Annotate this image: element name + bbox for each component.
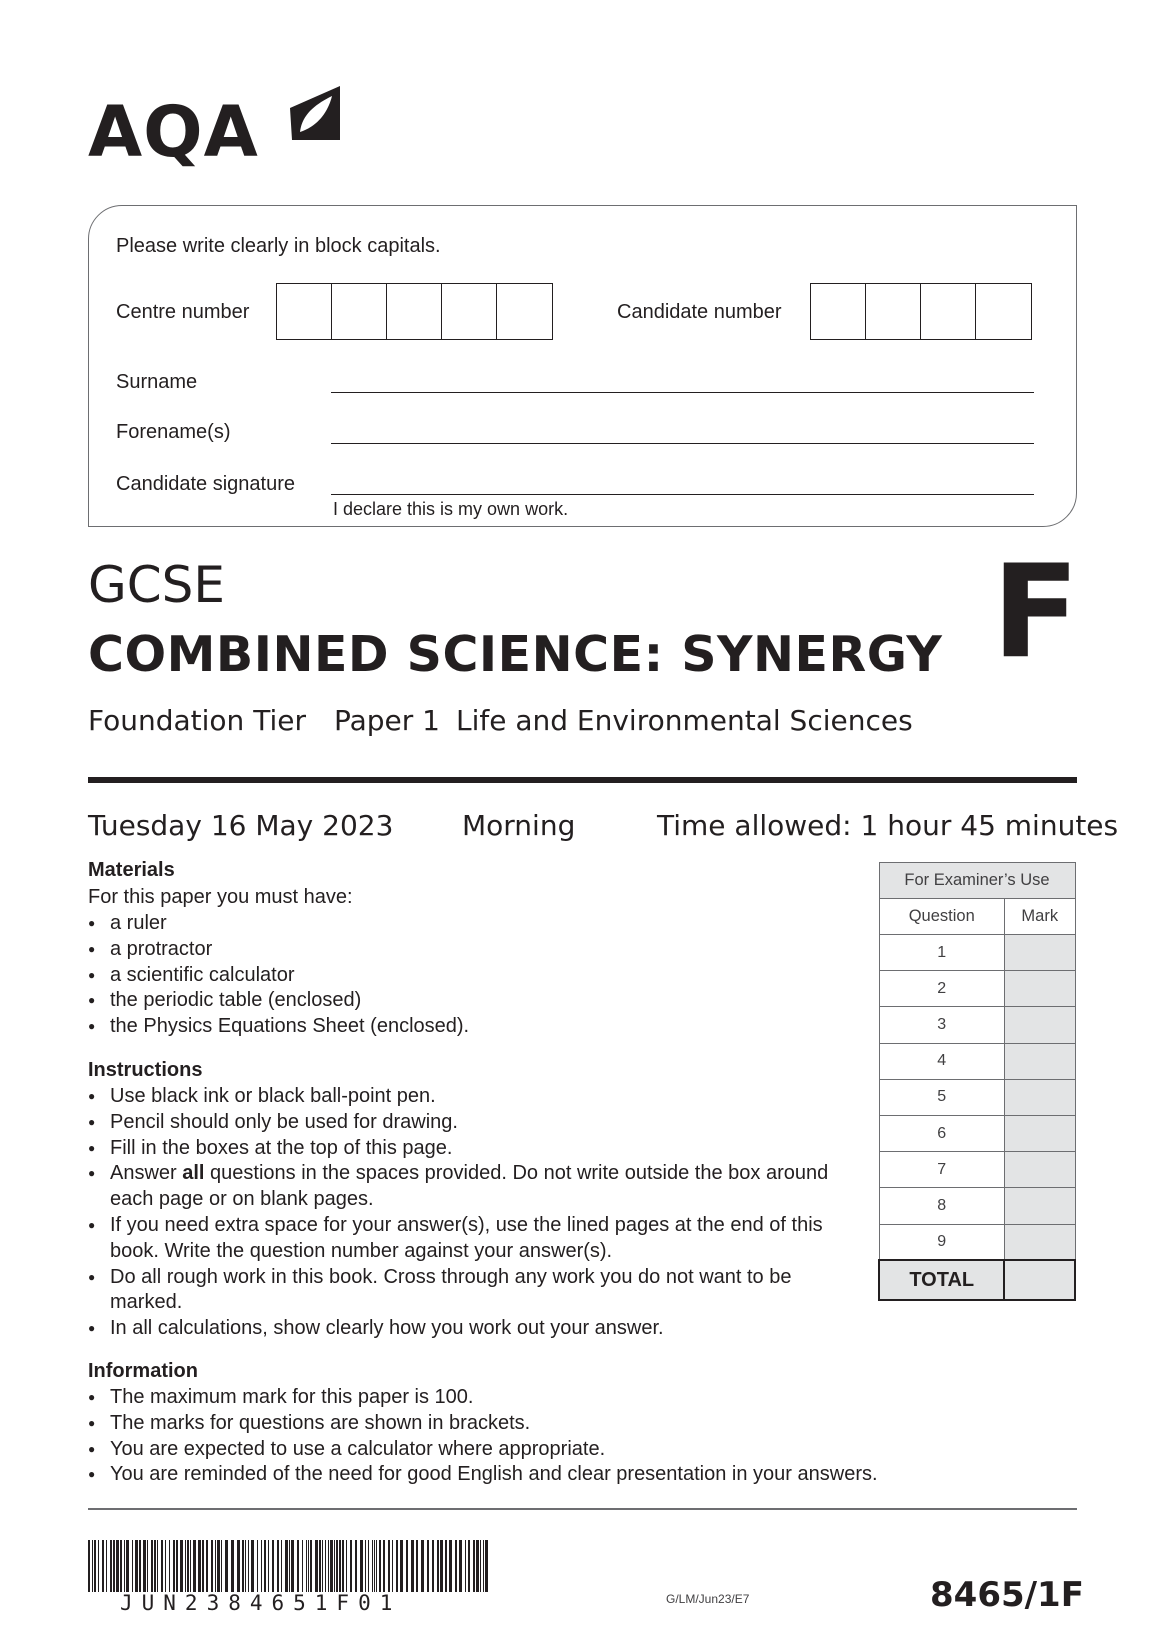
surname-label: Surname bbox=[116, 371, 198, 393]
table-row bbox=[879, 1115, 1075, 1151]
total-label: TOTAL bbox=[879, 1260, 1004, 1300]
list-item: ● Pencil should only be used for drawing. bbox=[88, 1110, 848, 1136]
information-heading: Information bbox=[88, 1360, 198, 1382]
list-item: ● Answer all questions in the spaces provided. Do not write outside the box around each page or on blank pages. bbox=[88, 1161, 848, 1213]
exam-date: Tuesday 16 May 2023 bbox=[88, 809, 394, 842]
centre-digit-box[interactable] bbox=[387, 284, 442, 339]
title-divider bbox=[88, 777, 1077, 783]
table-row bbox=[879, 1224, 1075, 1260]
paper-line bbox=[88, 703, 941, 739]
list-item: ● a ruler bbox=[88, 911, 469, 937]
paper-number: Paper 1 bbox=[333, 704, 440, 737]
mark-cell[interactable] bbox=[1004, 1115, 1075, 1151]
list-item: ● In all calculations, show clearly how you work out your answer. bbox=[88, 1316, 848, 1342]
candidate-digit-box[interactable] bbox=[976, 284, 1031, 339]
table-row bbox=[879, 971, 1075, 1007]
qualification-title: GCSE bbox=[88, 556, 225, 614]
paper-name: Life and Environmental Sciences bbox=[455, 704, 913, 737]
materials-list bbox=[88, 911, 469, 1040]
mark-cell[interactable] bbox=[1004, 1007, 1075, 1043]
list-item: ● the periodic table (enclosed) bbox=[88, 988, 469, 1014]
question-number: 1 bbox=[879, 935, 1004, 971]
centre-digit-box[interactable] bbox=[332, 284, 387, 339]
list-item: ● the Physics Equations Sheet (enclosed). bbox=[88, 1014, 469, 1040]
candidate-digit-box[interactable] bbox=[866, 284, 921, 339]
table-row bbox=[879, 1152, 1075, 1188]
table-row bbox=[879, 1188, 1075, 1224]
total-row bbox=[879, 1260, 1075, 1300]
exam-session: Morning bbox=[462, 809, 576, 842]
list-item: ● Fill in the boxes at the top of this page. bbox=[88, 1136, 848, 1162]
mark-cell[interactable] bbox=[1004, 1079, 1075, 1115]
materials-heading: Materials bbox=[88, 859, 175, 881]
question-number: 9 bbox=[879, 1224, 1004, 1260]
leaf-icon bbox=[288, 86, 340, 144]
list-item: ● a scientific calculator bbox=[88, 963, 469, 989]
total-mark-cell[interactable] bbox=[1004, 1260, 1075, 1300]
list-item: ● You are reminded of the need for good English and clear presentation in your answers. bbox=[88, 1462, 988, 1488]
surname-line[interactable] bbox=[331, 392, 1034, 393]
materials-intro: For this paper you must have: bbox=[88, 886, 353, 908]
subject-title: COMBINED SCIENCE: SYNERGY bbox=[88, 626, 943, 683]
examiner-use-table bbox=[878, 862, 1076, 1301]
list-item: ● You are expected to use a calculator where appropriate. bbox=[88, 1437, 988, 1463]
question-number: 3 bbox=[879, 1007, 1004, 1043]
mark-cell[interactable] bbox=[1004, 971, 1075, 1007]
mark-cell[interactable] bbox=[1004, 1043, 1075, 1079]
examiner-table-title: For Examiner’s Use bbox=[879, 863, 1075, 899]
forename-label: Forename(s) bbox=[116, 421, 231, 443]
candidate-details-box bbox=[88, 205, 1077, 527]
instructions-heading: Instructions bbox=[88, 1059, 203, 1081]
table-row bbox=[879, 935, 1075, 971]
question-number: 8 bbox=[879, 1188, 1004, 1224]
list-item: ● The maximum mark for this paper is 100. bbox=[88, 1385, 988, 1411]
aqa-logo bbox=[88, 86, 338, 176]
tier-name: Foundation Tier bbox=[88, 704, 306, 737]
question-number: 5 bbox=[879, 1079, 1004, 1115]
question-number: 4 bbox=[879, 1043, 1004, 1079]
barcode bbox=[88, 1540, 488, 1592]
forename-line[interactable] bbox=[331, 443, 1034, 444]
tier-letter: F bbox=[992, 538, 1080, 687]
information-list bbox=[88, 1385, 988, 1488]
mark-cell[interactable] bbox=[1004, 1152, 1075, 1188]
candidate-digit-box[interactable] bbox=[921, 284, 976, 339]
table-row bbox=[879, 1007, 1075, 1043]
question-number: 2 bbox=[879, 971, 1004, 1007]
list-item: ● Do all rough work in this book. Cross through any work you do not want to be marked. bbox=[88, 1265, 848, 1317]
list-item: ● The marks for questions are shown in brackets. bbox=[88, 1411, 988, 1437]
question-number: 6 bbox=[879, 1115, 1004, 1151]
instructions-list bbox=[88, 1084, 848, 1342]
centre-digit-box[interactable] bbox=[277, 284, 332, 339]
table-row bbox=[879, 1043, 1075, 1079]
mark-cell[interactable] bbox=[1004, 1188, 1075, 1224]
time-allowed: Time allowed: 1 hour 45 minutes bbox=[657, 809, 1119, 842]
centre-number-boxes bbox=[276, 283, 553, 340]
mark-column-header: Mark bbox=[1004, 899, 1075, 935]
list-item: ● a protractor bbox=[88, 937, 469, 963]
candidate-digit-box[interactable] bbox=[811, 284, 866, 339]
block-capitals-instruction: Please write clearly in block capitals. bbox=[116, 235, 441, 257]
question-column-header: Question bbox=[879, 899, 1004, 935]
list-item: ● Use black ink or black ball-point pen. bbox=[88, 1084, 848, 1110]
signature-label: Candidate signature bbox=[116, 473, 296, 495]
reference-code: G/LM/Jun23/E7 bbox=[666, 1592, 750, 1606]
centre-number-label: Centre number bbox=[116, 301, 250, 323]
paper-code: 8465/1F bbox=[930, 1575, 1084, 1615]
mark-cell[interactable] bbox=[1004, 935, 1075, 971]
list-item: ● If you need extra space for your answer(s), use the lined pages at the end of this book. Write the question number against your answer(s). bbox=[88, 1213, 848, 1265]
declaration-text: I declare this is my own work. bbox=[333, 499, 569, 519]
aqa-logo-text: AQA bbox=[88, 91, 259, 173]
barcode-text: JUN238465​1F01 bbox=[120, 1591, 402, 1615]
signature-line[interactable] bbox=[331, 494, 1034, 495]
question-number: 7 bbox=[879, 1152, 1004, 1188]
centre-digit-box[interactable] bbox=[497, 284, 552, 339]
candidate-number-boxes bbox=[810, 283, 1032, 340]
table-row bbox=[879, 1079, 1075, 1115]
candidate-number-label: Candidate number bbox=[617, 301, 782, 323]
mark-cell[interactable] bbox=[1004, 1224, 1075, 1260]
footer-divider bbox=[88, 1508, 1077, 1510]
centre-digit-box[interactable] bbox=[442, 284, 497, 339]
